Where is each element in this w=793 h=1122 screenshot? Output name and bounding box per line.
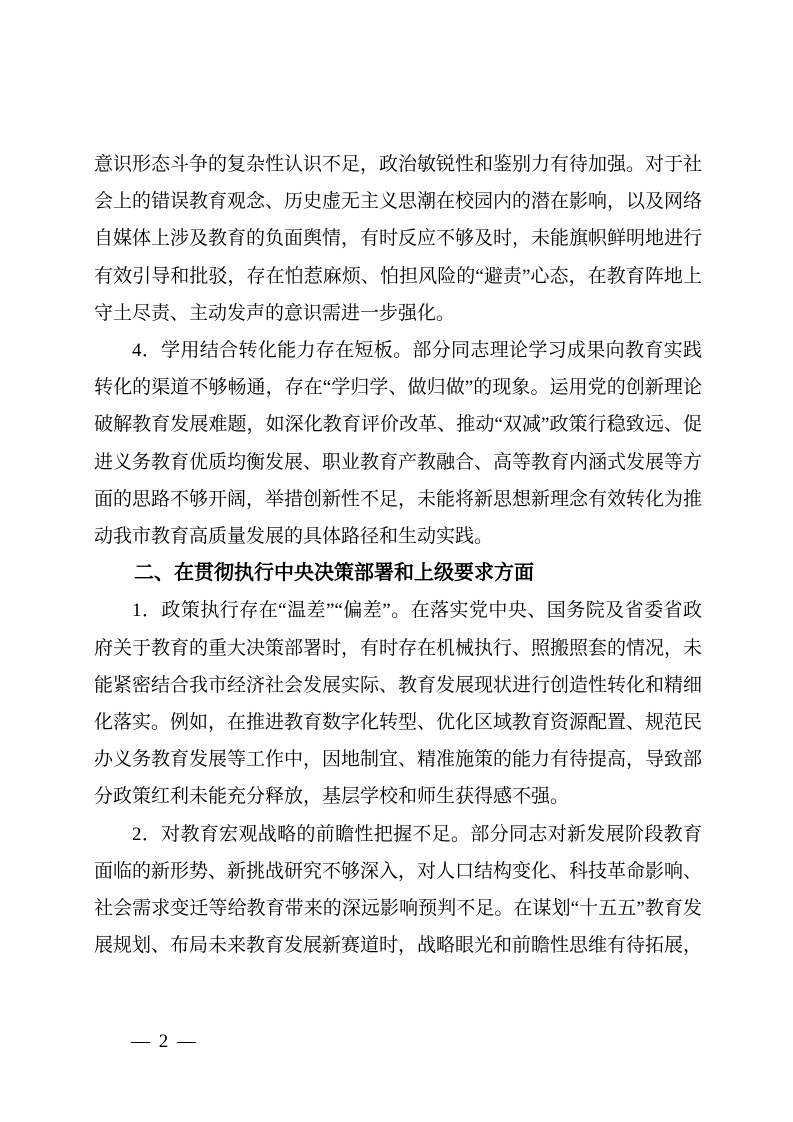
section-heading-2: 二、在贯彻执行中央决策部署和上级要求方面 (134, 562, 534, 585)
paragraph-item-4: 4．学用结合转化能力存在短板。部分同志理论学习成果向教育实践转化的渠道不够畅通，存在“学归学、做归做”的现象。运用党的创新理论破解教育发展难题，如深化教育评价改革、推动“双减”政策行稳致远、促进义务教育优质均衡发展、职业教育产教融合、高等教育内涵式发展等方面的思路不够开阔，举措创新性不足，未能将新思想新理念有效转化为推动我市教育高质量发展的具体路径和生动实践。 (94, 340, 703, 548)
paragraph-item-2: 2．对教育宏观战略的前瞻性把握不足。部分同志对新发展阶段教育面临的新形势、新挑战研究不够深入，对人口结构变化、科技革命影响、社会需求变迁等给教育带来的深远影响预判不足。在谋划“十五五”教育发展规划、布局未来教育发展新赛道时，战略眼光和前瞻性思维有待拓展， (94, 823, 703, 957)
paragraph-continuation: 意识形态斗争的复杂性认识不足，政治敏锐性和鉴别力有待加强。对于社会上的错误教育观念、历史虚无主义思潮在校园内的潜在影响，以及网络自媒体上涉及教育的负面舆情，有时反应不够及时，未能旗帜鲜明地进行有效引导和批驳，存在怕惹麻烦、怕担风险的“避责”心态，在教育阵地上守土尽责、主动发声的意识需进一步强化。 (94, 154, 703, 324)
page-number: — 2 — (131, 1031, 198, 1052)
paragraph-item-1: 1．政策执行存在“温差”“偏差”。在落实党中央、国务院及省委省政府关于教育的重大决策部署时，有时存在机械执行、照搬照套的情况，未能紧密结合我市经济社会发展实际、教育发展现状进行创造性转化和精细化落实。例如，在推进教育数字化转型、优化区域教育资源配置、规范民办义务教育发展等工作中，因地制宜、精准施策的能力有待提高，导致部分政策红利未能充分释放，基层学校和师生获得感不强。 (94, 600, 703, 808)
document-body (94, 146, 702, 964)
